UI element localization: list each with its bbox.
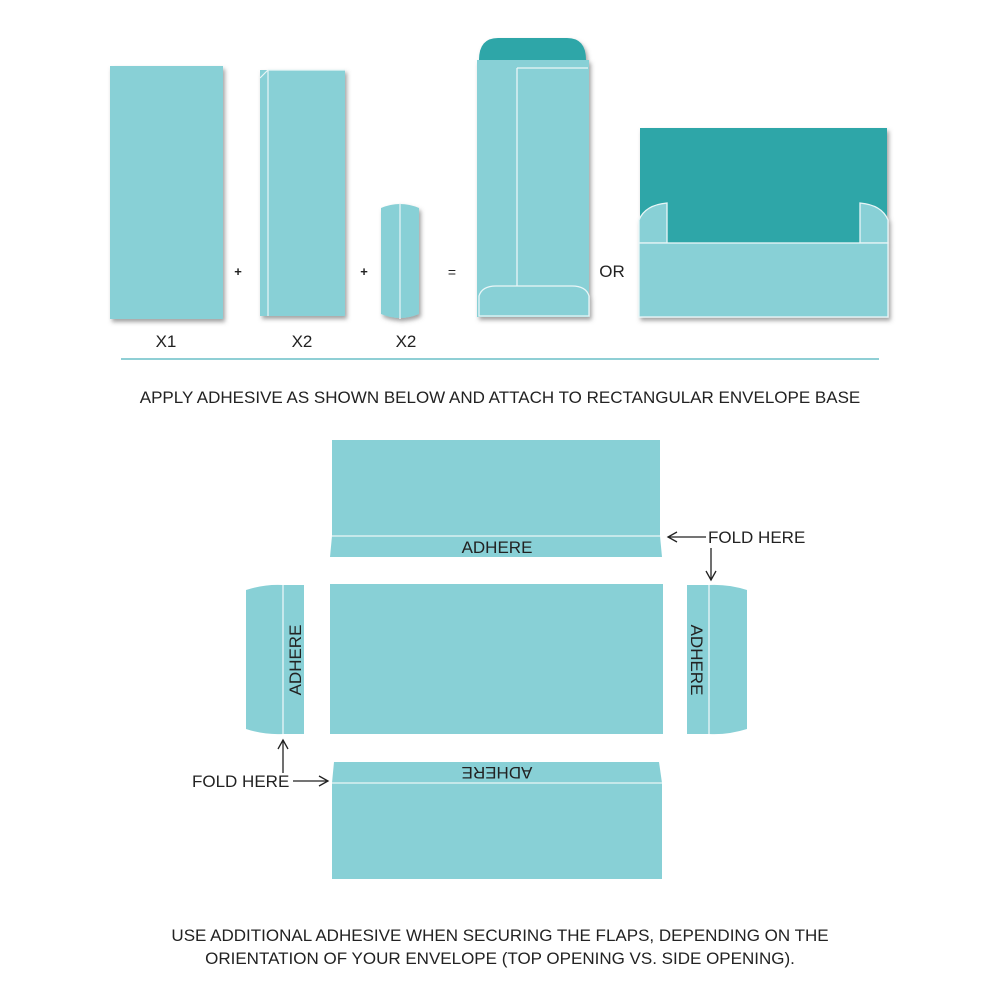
top-flap-adhere-label: ADHERE [461, 538, 533, 557]
assembled-top-opening-envelope [477, 38, 589, 317]
equals-sign: = [447, 264, 457, 280]
plus-sign-2: + [360, 264, 368, 279]
qty-label-base: X1 [155, 332, 177, 351]
fold-here-left-arrows [283, 740, 328, 781]
envelope-base [330, 584, 663, 734]
instruction-additional-adhesive-line1: USE ADDITIONAL ADHESIVE WHEN SECURING THE FLAPS, DEPENDING ON THE [171, 926, 829, 945]
fold-here-left-label: FOLD HERE [192, 772, 290, 791]
assembled-side-opening-envelope [639, 128, 888, 317]
part-base-rectangle [110, 66, 223, 319]
fold-here-right-arrows [668, 537, 711, 580]
instruction-additional-adhesive-line2: ORIENTATION OF YOUR ENVELOPE (TOP OPENING VS. SIDE OPENING). [205, 949, 795, 968]
qty-label-long-flap: X2 [291, 332, 313, 351]
right-flap-adhere-label: ADHERE [687, 624, 706, 696]
part-side-flap [381, 203, 419, 319]
left-flap-adhere-label: ADHERE [286, 624, 305, 696]
or-label: OR [599, 262, 625, 281]
instruction-apply-adhesive: APPLY ADHESIVE AS SHOWN BELOW AND ATTACH TO RECTANGULAR ENVELOPE BASE [139, 388, 861, 407]
bottom-flap-adhere-label: ADHERE [461, 763, 533, 782]
qty-label-side-flap: X2 [395, 332, 417, 351]
plus-sign-1: + [234, 264, 242, 279]
fold-here-right-label: FOLD HERE [708, 528, 806, 547]
part-long-flap [260, 70, 345, 316]
